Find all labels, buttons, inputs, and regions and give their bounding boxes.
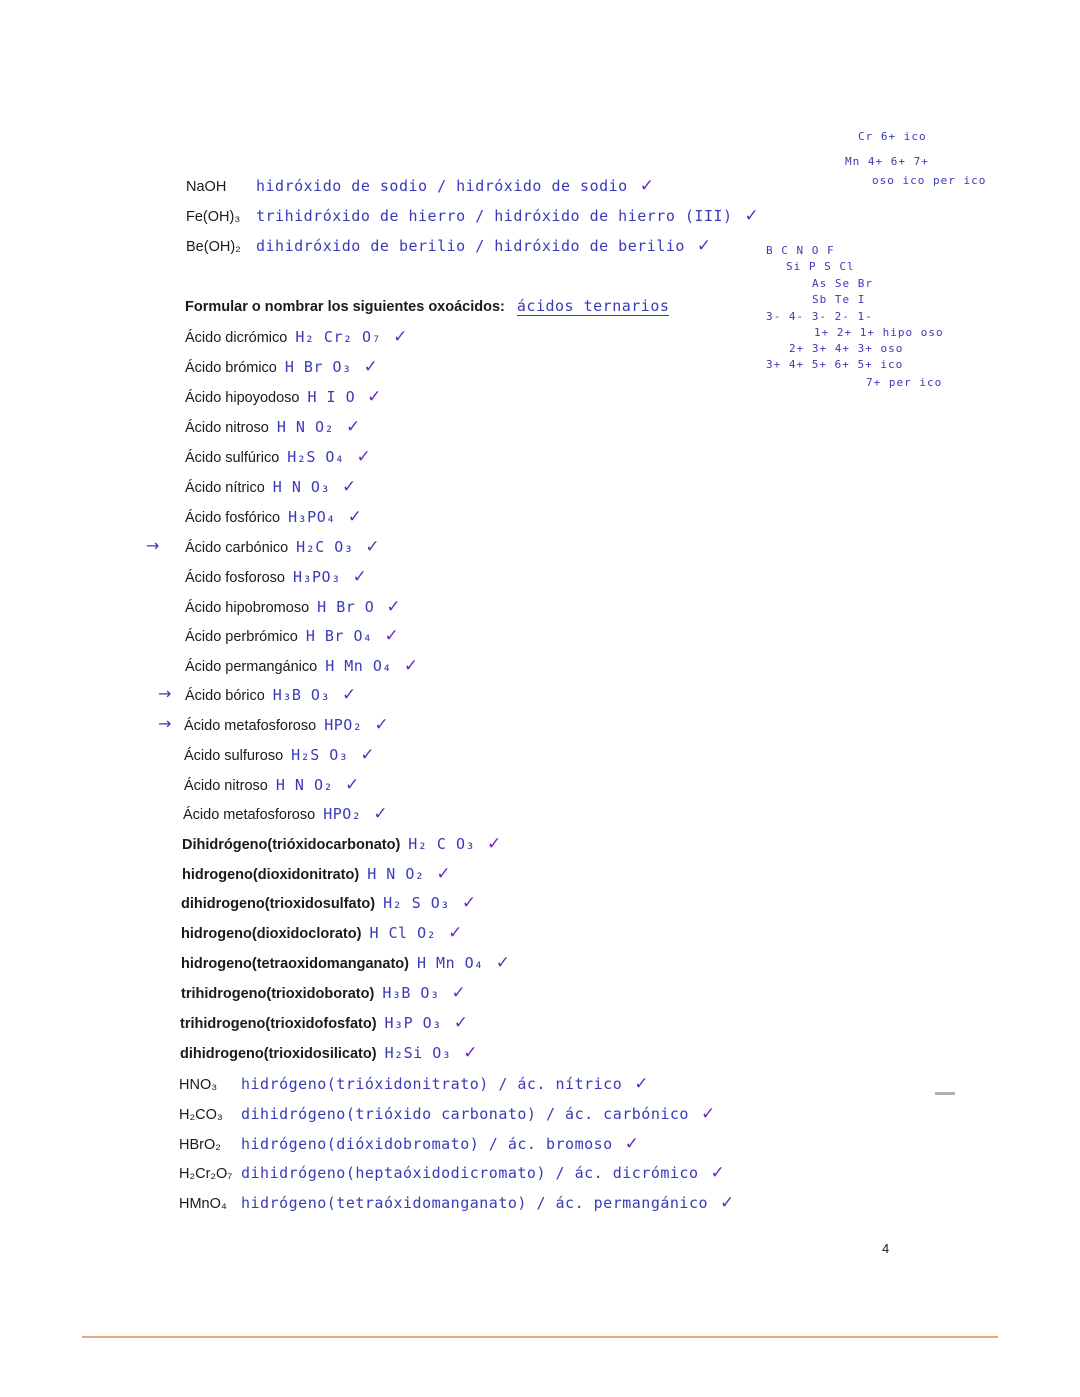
acid-name: Ácido brómico bbox=[185, 360, 277, 376]
acid-formula: H₂C O₃ bbox=[296, 538, 354, 556]
acid-formula: H I O bbox=[307, 388, 356, 406]
named-formula: HMnO₄ bbox=[179, 1196, 227, 1212]
acid-formula: H₂S O₄ bbox=[287, 448, 345, 466]
arrow-icon: → bbox=[158, 684, 172, 703]
named-formula-name: hidrógeno(trióxidonitrato) / ác. nítrico bbox=[241, 1075, 623, 1093]
acid-formula: H N O₂ bbox=[275, 776, 334, 794]
hydroxide-row bbox=[186, 206, 759, 226]
acid-row bbox=[185, 507, 362, 527]
acid-row bbox=[183, 804, 388, 824]
check-mark-icon: ✓ bbox=[463, 1043, 478, 1063]
systematic-name: Dihidrógeno(trióxidocarbonato) bbox=[182, 837, 401, 853]
acid-row bbox=[185, 656, 418, 676]
acid-row bbox=[185, 537, 380, 557]
acid-formula: HPO₂ bbox=[323, 805, 362, 823]
check-mark-icon: ✓ bbox=[373, 804, 388, 824]
acid-row bbox=[185, 477, 356, 497]
acid-formula: H N O₂ bbox=[276, 418, 335, 436]
acid-name: Ácido dicrómico bbox=[185, 330, 288, 346]
named-formula-row bbox=[179, 1074, 648, 1094]
systematic-name: hidrogeno(dioxidonitrato) bbox=[182, 867, 360, 883]
systematic-name: trihidrogeno(trioxidoborato) bbox=[181, 986, 375, 1002]
check-mark-icon: ✓ bbox=[341, 685, 357, 705]
check-mark-icon: ✓ bbox=[374, 715, 389, 735]
systematic-formula: H₂Si O₃ bbox=[384, 1044, 452, 1062]
acid-row bbox=[185, 626, 399, 646]
page-number: 4 bbox=[882, 1241, 890, 1256]
acid-formula: H Br O bbox=[317, 598, 375, 616]
systematic-row bbox=[181, 983, 466, 1003]
acid-name: Ácido fosforoso bbox=[185, 570, 285, 586]
check-mark-icon: ✓ bbox=[367, 387, 382, 407]
acid-formula: H₃B O₃ bbox=[272, 686, 330, 704]
named-formula-name: dihidrógeno(trióxido carbonato) / ác. carbónico bbox=[241, 1105, 689, 1123]
systematic-name: dihidrogeno(trioxidosilicato) bbox=[180, 1046, 377, 1062]
note-valence-row: 1+ 2+ 1+ hipo oso bbox=[814, 326, 944, 339]
hydroxide-name: hidróxido de sodio / hidróxido de sodio bbox=[256, 177, 628, 195]
note-periodic-row: Sb Te I bbox=[812, 293, 866, 306]
named-formula-row bbox=[179, 1134, 639, 1154]
note-valence-row: 7+ per ico bbox=[866, 376, 943, 389]
check-mark-icon: ✓ bbox=[365, 537, 380, 557]
acid-row bbox=[185, 417, 360, 437]
acid-name: Ácido carbónico bbox=[185, 540, 289, 556]
named-formula: HNO₃ bbox=[179, 1077, 218, 1093]
acid-formula: H Mn O₄ bbox=[325, 657, 392, 675]
note-mn: Mn 4+ 6+ 7+ bbox=[845, 155, 929, 168]
check-mark-icon: ✓ bbox=[624, 1134, 639, 1154]
check-mark-icon: ✓ bbox=[495, 953, 510, 973]
check-mark-icon: ✓ bbox=[341, 477, 357, 497]
check-mark-icon: ✓ bbox=[700, 1104, 716, 1124]
systematic-row bbox=[180, 1043, 478, 1063]
systematic-row bbox=[180, 1013, 468, 1033]
systematic-row bbox=[182, 864, 451, 884]
systematic-row bbox=[181, 953, 510, 973]
acid-name: Ácido nitroso bbox=[185, 420, 269, 436]
hydroxide-row bbox=[186, 236, 711, 256]
systematic-formula: H Mn O₄ bbox=[416, 954, 484, 972]
acid-row bbox=[185, 447, 371, 467]
acid-row bbox=[185, 567, 367, 587]
page-edge-divider bbox=[82, 1336, 998, 1338]
check-mark-icon: ✓ bbox=[386, 597, 401, 617]
note-valence-row: 3+ 4+ 5+ 6+ 5+ ico bbox=[766, 358, 904, 371]
acid-row bbox=[185, 387, 381, 407]
check-mark-icon: ✓ bbox=[347, 507, 363, 527]
check-mark-icon: ✓ bbox=[448, 923, 463, 943]
acid-name: Ácido hipobromoso bbox=[185, 600, 310, 616]
note-periodic-row: As Se Br bbox=[812, 277, 873, 290]
hydroxide-formula: NaOH bbox=[186, 179, 227, 195]
acid-name: Ácido nitroso bbox=[184, 778, 268, 794]
acid-name: Ácido metafosforoso bbox=[184, 718, 317, 734]
acid-name: Ácido sulfuroso bbox=[184, 748, 284, 764]
systematic-name: hidrogeno(dioxidoclorato) bbox=[181, 926, 362, 942]
check-mark-icon: ✓ bbox=[453, 1013, 468, 1033]
section-heading bbox=[185, 297, 669, 315]
hydroxide-name: trihidróxido de hierro / hidróxido de hierro (III) bbox=[256, 207, 733, 225]
acid-row bbox=[185, 327, 407, 347]
acid-row bbox=[184, 745, 375, 765]
acid-name: Ácido fosfórico bbox=[185, 510, 281, 526]
check-mark-icon: ✓ bbox=[720, 1193, 735, 1213]
acid-formula: H₃PO₄ bbox=[288, 508, 336, 526]
check-mark-icon: ✓ bbox=[710, 1163, 725, 1183]
systematic-formula: H₃P O₃ bbox=[384, 1014, 442, 1032]
systematic-formula: H N O₂ bbox=[367, 865, 425, 883]
hydroxide-name: dihidróxido de berilio / hidróxido de berilio bbox=[256, 237, 685, 255]
note-periodic-row: Si P S Cl bbox=[786, 260, 855, 273]
acid-name: Ácido nítrico bbox=[185, 480, 265, 496]
check-mark-icon: ✓ bbox=[363, 357, 378, 377]
acid-name: Ácido sulfúrico bbox=[185, 450, 280, 466]
systematic-formula: H₂ C O₃ bbox=[408, 835, 476, 853]
check-mark-icon: ✓ bbox=[451, 983, 466, 1003]
systematic-name: trihidrogeno(trioxidofosfato) bbox=[180, 1016, 377, 1032]
systematic-name: hidrogeno(tetraoxidomanganato) bbox=[181, 956, 409, 972]
named-formula: HBrO₂ bbox=[179, 1137, 221, 1153]
acid-name: Ácido hipoyodoso bbox=[185, 390, 300, 406]
acid-row bbox=[185, 685, 356, 705]
check-mark-icon: ✓ bbox=[360, 745, 375, 765]
arrow-icon: → bbox=[146, 536, 160, 555]
systematic-formula: H₃B O₃ bbox=[382, 984, 440, 1002]
acid-row bbox=[185, 597, 401, 617]
acid-formula: H N O₃ bbox=[272, 478, 330, 496]
acid-name: Ácido permangánico bbox=[185, 659, 318, 675]
check-mark-icon: ✓ bbox=[384, 626, 399, 646]
note-valence-row: 3- 4- 3- 2- 1- bbox=[766, 310, 873, 323]
named-formula-row bbox=[179, 1193, 734, 1213]
systematic-row bbox=[182, 834, 501, 854]
check-mark-icon: ✓ bbox=[634, 1074, 649, 1094]
check-mark-icon: ✓ bbox=[352, 567, 367, 587]
acid-name: Ácido perbrómico bbox=[185, 629, 298, 645]
systematic-row bbox=[181, 923, 462, 943]
systematic-row bbox=[181, 893, 476, 913]
named-formula-name: hidrógeno(tetraóxidomanganato) / ác. permangánico bbox=[241, 1194, 709, 1212]
acid-formula: H₂S O₃ bbox=[291, 746, 349, 764]
systematic-formula: H₂ S O₃ bbox=[383, 894, 450, 912]
named-formula-name: dihidrógeno(heptaóxidodicromato) / ác. dicrómico bbox=[241, 1164, 699, 1182]
note-valence-row: 2+ 3+ 4+ 3+ oso bbox=[789, 342, 904, 355]
acid-row bbox=[184, 775, 359, 795]
note-periodic-row: B C N O F bbox=[766, 244, 835, 257]
acid-formula: H Br O₃ bbox=[284, 358, 352, 376]
acid-formula: H₂ Cr₂ O₇ bbox=[295, 328, 382, 346]
named-formula-row bbox=[179, 1163, 725, 1183]
section-subtitle: ácidos ternarios bbox=[516, 297, 670, 315]
systematic-formula: H Cl O₂ bbox=[369, 924, 437, 942]
named-formula: H₂CO₃ bbox=[179, 1107, 223, 1123]
check-mark-icon: ✓ bbox=[403, 656, 419, 676]
acid-row bbox=[185, 357, 378, 377]
check-mark-icon: ✓ bbox=[487, 834, 502, 854]
acid-name: Ácido bórico bbox=[185, 688, 265, 704]
acid-formula: H Br O₄ bbox=[305, 627, 373, 645]
hydroxide-row bbox=[186, 176, 654, 196]
named-formula-name: hidrógeno(dióxidobromato) / ác. bromoso bbox=[241, 1135, 613, 1153]
check-mark-icon: ✓ bbox=[436, 864, 451, 884]
note-mn-suffix: oso ico per ico bbox=[872, 174, 987, 187]
acid-formula: H₃PO₃ bbox=[292, 568, 341, 586]
check-mark-icon: ✓ bbox=[639, 176, 654, 196]
named-formula: H₂Cr₂O₇ bbox=[179, 1166, 233, 1182]
section-title: Formular o nombrar los siguientes oxoácidos: bbox=[185, 299, 505, 315]
check-mark-icon: ✓ bbox=[393, 327, 408, 347]
systematic-name: dihidrogeno(trioxidosulfato) bbox=[181, 896, 376, 912]
hydroxide-formula: Fe(OH)₃ bbox=[186, 209, 241, 225]
check-mark-icon: ✓ bbox=[356, 447, 371, 467]
arrow-icon: → bbox=[158, 714, 172, 733]
note-cr: Cr 6+ ico bbox=[858, 130, 927, 143]
acid-name: Ácido metafosforoso bbox=[183, 807, 316, 823]
stray-mark bbox=[935, 1092, 955, 1095]
check-mark-icon: ✓ bbox=[345, 775, 360, 795]
check-mark-icon: ✓ bbox=[696, 236, 712, 256]
check-mark-icon: ✓ bbox=[744, 206, 759, 226]
hydroxide-formula: Be(OH)₂ bbox=[186, 239, 241, 255]
acid-formula: HPO₂ bbox=[324, 716, 363, 734]
check-mark-icon: ✓ bbox=[346, 417, 361, 437]
check-mark-icon: ✓ bbox=[461, 893, 477, 913]
named-formula-row bbox=[179, 1104, 715, 1124]
acid-row bbox=[184, 715, 389, 735]
